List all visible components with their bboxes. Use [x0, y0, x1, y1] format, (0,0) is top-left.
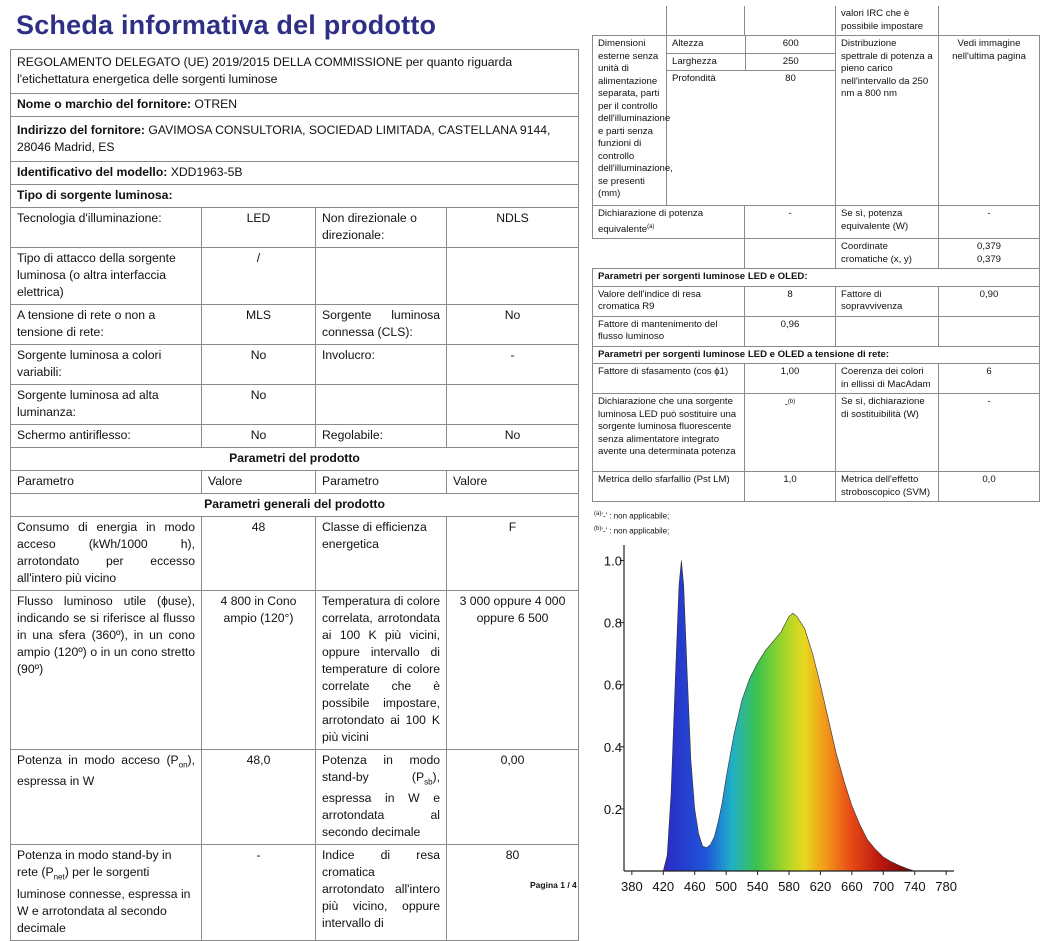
row-value: 1,0	[745, 472, 836, 502]
dimensions-values	[667, 36, 836, 88]
row-label: Consumo di energia in modo acceso (kWh/1000 h), arrotondato per eccesso all'intero più vicino	[11, 517, 202, 591]
continuation-row	[593, 6, 1040, 36]
row-label: Tipo di attacco della sorgente luminosa (o altra interfaccia elettrica)	[11, 248, 202, 305]
supplier-address-row	[11, 117, 579, 162]
dimension-row: Altezza 600	[667, 36, 836, 53]
row-value: No	[202, 385, 316, 425]
row-value: -$^{(b)}$	[745, 394, 836, 472]
equiv-label: Dichiarazione di potenza equivalente	[598, 208, 704, 235]
table-row	[593, 316, 1040, 346]
row-value: 8	[745, 286, 836, 316]
spectrum-area	[663, 561, 914, 872]
row-value: 1,00	[745, 364, 836, 394]
x-tick-label: 420	[652, 879, 675, 894]
row-label: Classe di efficienza energetica	[316, 517, 447, 591]
supplier-name-value: OTREN	[194, 97, 238, 111]
plot-area	[604, 545, 957, 894]
row-value: 3 000 oppure 4 000 oppure 6 500	[447, 591, 579, 750]
source-type-heading: Tipo di sorgente luminosa:	[11, 185, 579, 208]
footnotes	[592, 508, 1039, 537]
row-label: Fattore di sfasamento (cos ϕ1)	[593, 364, 745, 394]
row-value: 4 800 in Cono ampio (120°)	[202, 591, 316, 750]
row-value: -	[447, 345, 579, 385]
row-value: 0,0	[939, 472, 1040, 502]
x-tick-label: 700	[872, 879, 895, 894]
product-info-table	[10, 49, 579, 941]
row-value: No	[202, 345, 316, 385]
row-label	[316, 385, 447, 425]
regulation-row	[11, 50, 579, 94]
row-value: 6	[939, 364, 1040, 394]
column-header: Parametro	[316, 471, 447, 494]
column-header: Parametro	[11, 471, 202, 494]
row-value: F	[447, 517, 579, 591]
row-value: -	[202, 845, 316, 940]
table-row	[593, 286, 1040, 316]
source-type-heading-row	[11, 185, 579, 208]
x-tick-label: 740	[903, 879, 926, 894]
table-row	[11, 345, 579, 385]
chroma-row	[593, 239, 1040, 269]
dimensions-label: Dimensioni esterne senza unità di alimentazione separata, parti per il controllo dell'illuminazione e parti senza funzioni di controllo dell'illuminazione, se presenti (mm)	[593, 36, 667, 206]
chroma-x: 0,379	[976, 241, 1001, 253]
table-row	[11, 425, 579, 448]
row-value: NDLS	[447, 208, 579, 248]
row-value: 48,0	[202, 750, 316, 845]
column-header-row	[11, 471, 579, 494]
row-value: 0,00	[447, 750, 579, 845]
general-params-heading: Parametri generali del prodotto	[11, 494, 579, 517]
row-label: Dichiarazione che una sorgente luminosa LED può sostituire una sorgente luminosa fluorescente senza alimentatore integrato avente una determinata potenza	[593, 394, 745, 472]
model-value: XDD1963-5B	[170, 165, 243, 179]
table-row	[11, 517, 579, 591]
x-tick-label: 780	[935, 879, 957, 894]
row-label: Non direzionale o direzionale:	[316, 208, 447, 248]
regulation-text: REGOLAMENTO DELEGATO (UE) 2019/2015 DELLA COMMISSIONE per quanto riguarda l'etichettatura energetica delle sorgenti luminose	[11, 50, 579, 94]
led-heading: Parametri per sorgenti luminose LED e OLED:	[593, 269, 1040, 287]
row-label: Tecnologia d'illuminazione:	[11, 208, 202, 248]
row-label: Fattore di mantenimento del flusso luminoso	[593, 316, 745, 346]
row-value: 0,96	[745, 316, 836, 346]
row-value	[447, 385, 579, 425]
table-row	[11, 208, 579, 248]
row-label: Involucro:	[316, 345, 447, 385]
row-label: A tensione di rete o non a tensione di rete:	[11, 305, 202, 345]
row-label: Potenza in modo acceso $(P_{on})$, espressa in W	[11, 750, 202, 845]
row-label: Fattore di sopravvivenza	[836, 286, 939, 316]
row-value	[939, 316, 1040, 346]
row-label	[836, 316, 939, 346]
product-params-heading: Parametri del prodotto	[11, 448, 579, 471]
column-header: Valore	[202, 471, 316, 494]
x-tick-label: 660	[841, 879, 863, 894]
chroma-label: Coordinate cromatiche (x, y)	[836, 239, 939, 269]
x-tick-label: 580	[778, 879, 800, 894]
y-tick-label: 0.2	[603, 801, 622, 817]
row-label: Potenza in modo stand-by in rete $(P_{net})$ per le sorgenti luminose connesse, espressa in W e arrotondata al secondo decimale	[11, 845, 202, 940]
row-value: No	[447, 305, 579, 345]
y-tick-label: 0.4	[603, 739, 622, 755]
table-row	[11, 385, 579, 425]
equiv-label2: Se sì, potenza equivalente (W)	[836, 206, 939, 239]
cri-continuation: valori IRC che è possibile impostare	[836, 6, 939, 36]
spectrum-chart	[598, 537, 958, 897]
x-tick-label: 380	[621, 879, 643, 894]
left-column	[10, 6, 578, 941]
mains-heading: Parametri per sorgenti luminose LED e OLED a tensione di rete:	[593, 346, 1040, 364]
row-label: Sorgente luminosa connessa (CLS):	[316, 305, 447, 345]
row-value: No	[447, 425, 579, 448]
row-label: Potenza in modo stand-by $(P_{sb})$, espressa in W e arrotondata al secondo decimale	[316, 750, 447, 845]
equivalent-power-row: Dichiarazione di potenza equivalente$^{(a)}$ - Se sì, potenza equivalente (W) -	[593, 206, 1040, 239]
row-label: Se sì, dichiarazione di sostituibilità (W)	[836, 394, 939, 472]
row-label: Flusso luminoso utile (ϕuse), indicando se si riferisce al flusso in una sfera (360º), in un cono ampio (120º) o in un cono stretto (90º)	[11, 591, 202, 750]
row-label: Coerenza dei colori in ellissi di MacAdam	[836, 364, 939, 394]
row-label: Indice di resa cromatica arrotondato all'intero più vicino, oppure intervallo di	[316, 845, 447, 940]
row-value: -	[939, 394, 1040, 472]
chroma-y: 0,379	[976, 253, 1001, 265]
page-title: Scheda informativa del prodotto	[16, 10, 437, 40]
column-header: Valore	[447, 471, 579, 494]
footnote: $^{(a)}$'-' : non applicabile;	[594, 511, 670, 521]
equiv-value2: -	[939, 206, 1040, 239]
general-params-heading-row	[11, 494, 579, 517]
equiv-value: -	[745, 206, 836, 239]
supplier-address-value: GAVIMOSA CONSULTORIA, SOCIEDAD LIMITADA, CASTELLANA 9144, 28046 Madrid, ES	[17, 123, 551, 154]
led-heading-row	[593, 269, 1040, 287]
row-label: Sorgente luminosa ad alta luminanza:	[11, 385, 202, 425]
table-row	[11, 591, 579, 750]
row-value: 80	[447, 845, 579, 940]
row-label	[316, 248, 447, 305]
table-row	[11, 845, 579, 940]
row-label: Metrica dell'effetto stroboscopico (SVM)	[836, 472, 939, 502]
x-tick-label: 500	[715, 879, 737, 894]
right-column	[592, 6, 1039, 538]
x-tick-label: 540	[746, 879, 769, 894]
table-row	[593, 394, 1040, 472]
supplier-address-label: Indirizzo del fornitore:	[17, 123, 145, 137]
row-label: Temperatura di colore correlata, arrotondata ai 100 K più vicini, oppure intervallo di temperature di colore correlate che è possibile impostare, arrotondato ai 100 K più vicini	[316, 591, 447, 750]
row-value: No	[202, 425, 316, 448]
dimensions-row	[593, 36, 1040, 206]
mains-heading-row	[593, 346, 1040, 364]
row-value: 0,90	[939, 286, 1040, 316]
row-label: Regolabile:	[316, 425, 447, 448]
row-value: 48	[202, 517, 316, 591]
table-row	[11, 248, 579, 305]
dimension-row: Profondità 80	[672, 73, 796, 84]
model-row	[11, 162, 579, 185]
y-tick-label: 0.6	[603, 677, 622, 693]
table-row	[11, 305, 579, 345]
row-value: MLS	[202, 305, 316, 345]
x-tick-label: 460	[683, 879, 706, 894]
y-tick-label: 1.0	[603, 553, 622, 569]
footnote: $^{(b)}$'-' : non applicabile;	[594, 525, 670, 536]
supplier-name-row	[11, 94, 579, 117]
row-label: Metrica dello sfarfallio (Pst LM)	[593, 472, 745, 502]
row-label: Schermo antiriflesso:	[11, 425, 202, 448]
table-row	[11, 750, 579, 845]
row-value	[447, 248, 579, 305]
x-tick-label: 620	[809, 879, 832, 894]
row-label: Valore dell'indice di resa cromatica R9	[593, 286, 745, 316]
table-row	[593, 472, 1040, 502]
row-value: /	[202, 248, 316, 305]
y-tick-label: 0.8	[603, 615, 622, 631]
supplier-name-label: Nome o marchio del fornitore:	[17, 97, 192, 111]
model-label: Identificativo del modello:	[17, 165, 168, 179]
row-label: Sorgente luminosa a colori variabili:	[11, 345, 202, 385]
dimensions-table	[592, 6, 1040, 502]
page-number: Pagina 1 / 4	[530, 880, 577, 890]
spd-value: Vedi immagine nell'ultima pagina	[939, 36, 1040, 206]
dimension-row: Larghezza 250	[667, 53, 836, 71]
product-params-heading-row	[11, 448, 579, 471]
spd-label: Distribuzione spettrale di potenza a pieno carico nell'intervallo da 250 nm a 800 nm	[836, 36, 939, 206]
row-value: LED	[202, 208, 316, 248]
table-row	[593, 364, 1040, 394]
